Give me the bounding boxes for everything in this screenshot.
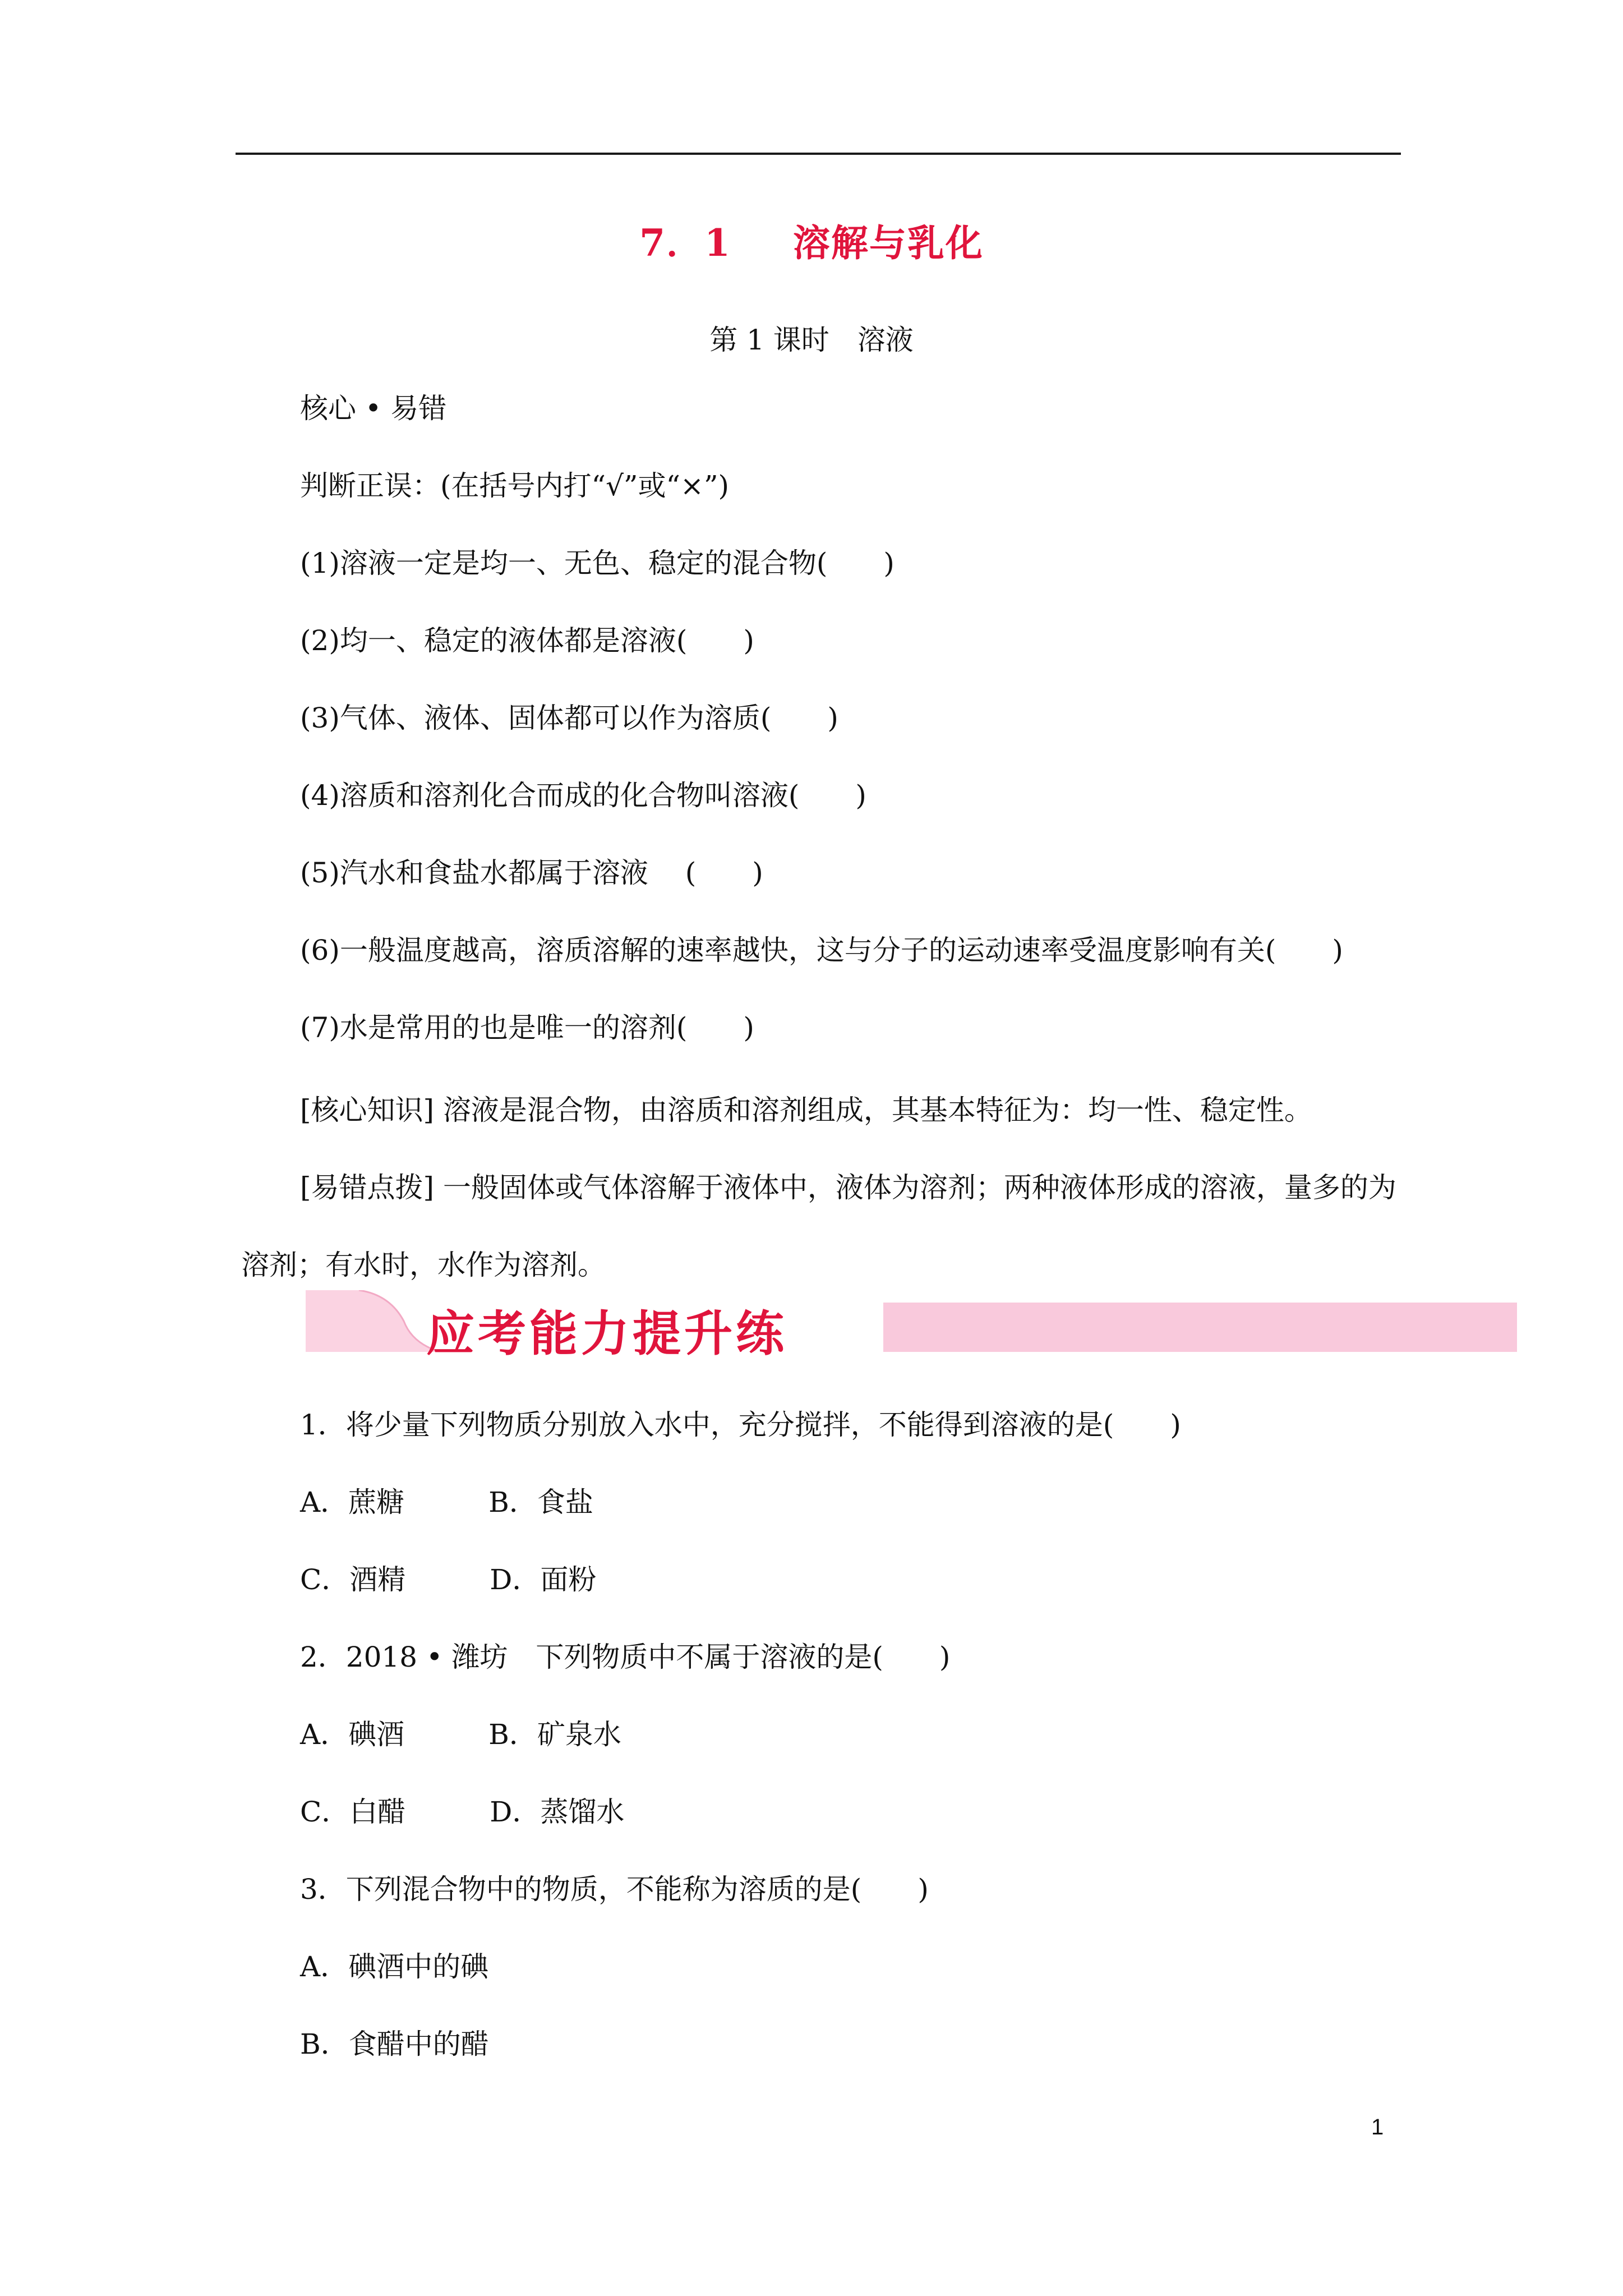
question-options: A．碘酒 B．矿泉水 xyxy=(300,1718,621,1751)
core-knowledge-text: [核心知识] 溶液是混合物，由溶质和溶剂组成，其基本特征为：均一性、稳定性。 xyxy=(300,1094,1312,1126)
banner-bar xyxy=(883,1303,1517,1352)
statement-item: (2)均一、稳定的液体都是溶液( ) xyxy=(300,624,754,657)
question-stem: 3．下列混合物中的物质，不能称为溶质的是( ) xyxy=(300,1873,929,1906)
instruction-text: 判断正误：(在括号内打“√”或“×”) xyxy=(300,470,730,502)
statement-item: (7)水是常用的也是唯一的溶剂( ) xyxy=(300,1011,754,1044)
banner-title: 应考能力提升练 xyxy=(426,1306,787,1362)
question-options: A．蔗糖 B．食盐 xyxy=(300,1486,593,1519)
question-options: C．白醋 D．蒸馏水 xyxy=(300,1796,625,1828)
statement-item: (5)汽水和食盐水都属于溶液 ( ) xyxy=(300,857,763,889)
statement-item: (4)溶质和溶剂化合而成的化合物叫溶液( ) xyxy=(300,779,866,812)
section-title: 溶解与乳化 xyxy=(792,221,984,265)
question-stem: 1．将少量下列物质分别放入水中，充分搅拌，不能得到溶液的是( ) xyxy=(300,1409,1181,1441)
error-tips-text: [易错点拨] 一般固体或气体溶解于液体中，液体为溶剂；两种液体形成的溶液，量多的为溶剂；有水时，水作为溶剂。 xyxy=(241,1171,1396,1281)
statement-item: (1)溶液一定是均一、无色、稳定的混合物( ) xyxy=(300,547,895,579)
lesson-subtitle: 第 1 课时 溶液 xyxy=(709,324,914,356)
statement-item: (6)一般温度越高，溶质溶解的速率越快，这与分子的运动速率受温度影响有关( ) xyxy=(300,934,1343,967)
page-number: 1 xyxy=(1371,2115,1384,2139)
question-options: A．碘酒中的碘 xyxy=(300,1950,489,1983)
section-banner xyxy=(306,1290,1517,1362)
section-number: 7．1 xyxy=(639,221,731,265)
question-options: B．食醋中的醋 xyxy=(300,2028,489,2060)
core-heading: 核心 • 易错 xyxy=(300,392,447,425)
page-title xyxy=(0,213,1623,266)
header-rule xyxy=(236,153,1401,155)
question-stem: 2．2018 • 潍坊 下列物质中不属于溶液的是( ) xyxy=(300,1641,951,1673)
statement-item: (3)气体、液体、固体都可以作为溶质( ) xyxy=(300,702,838,734)
question-options: C．酒精 D．面粉 xyxy=(300,1563,597,1596)
